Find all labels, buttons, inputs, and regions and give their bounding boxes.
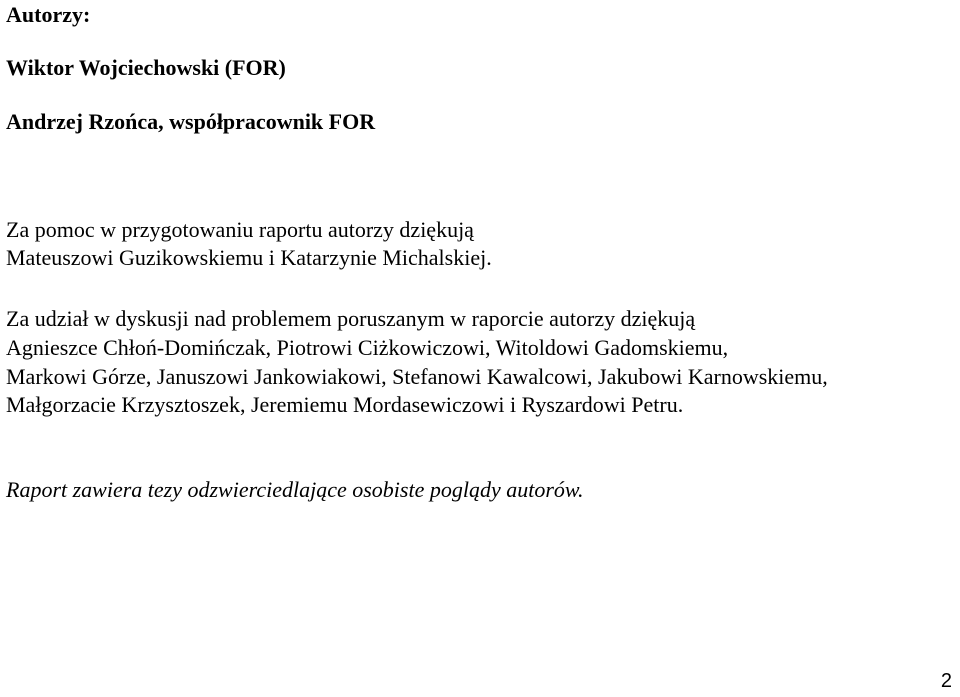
author-2: Andrzej Rzońca, współpracownik FOR (6, 109, 376, 134)
author-1: Wiktor Wojciechowski (FOR) (6, 55, 286, 80)
disclaimer: Raport zawiera tezy odzwierciedlające osobiste poglądy autorów. (6, 477, 584, 502)
acknowledgement-discussion-line: Za udział w dyskusji nad problemem poruszanym w raporcie autorzy dziękują (6, 306, 696, 331)
acknowledgement-discussion-line: Agnieszce Chłoń-Domińczak, Piotrowi Ciżkowiczowi, Witoldowi Gadomskiemu, (6, 335, 729, 360)
page-number: 2 (940, 670, 952, 692)
authors-heading: Autorzy: (6, 2, 91, 27)
acknowledgement-help-line: Za pomoc w przygotowaniu raportu autorzy dziękują (6, 217, 474, 242)
acknowledgement-help-line: Mateuszowi Guzikowskiemu i Katarzynie Michalskiej. (6, 245, 492, 270)
acknowledgement-discussion-line: Markowi Górze, Januszowi Jankowiakowi, Stefanowi Kawalcowi, Jakubowi Karnowskiemu, (6, 364, 828, 389)
acknowledgement-discussion-line: Małgorzacie Krzysztoszek, Jeremiemu Mordasewiczowi i Ryszardowi Petru. (6, 392, 684, 417)
